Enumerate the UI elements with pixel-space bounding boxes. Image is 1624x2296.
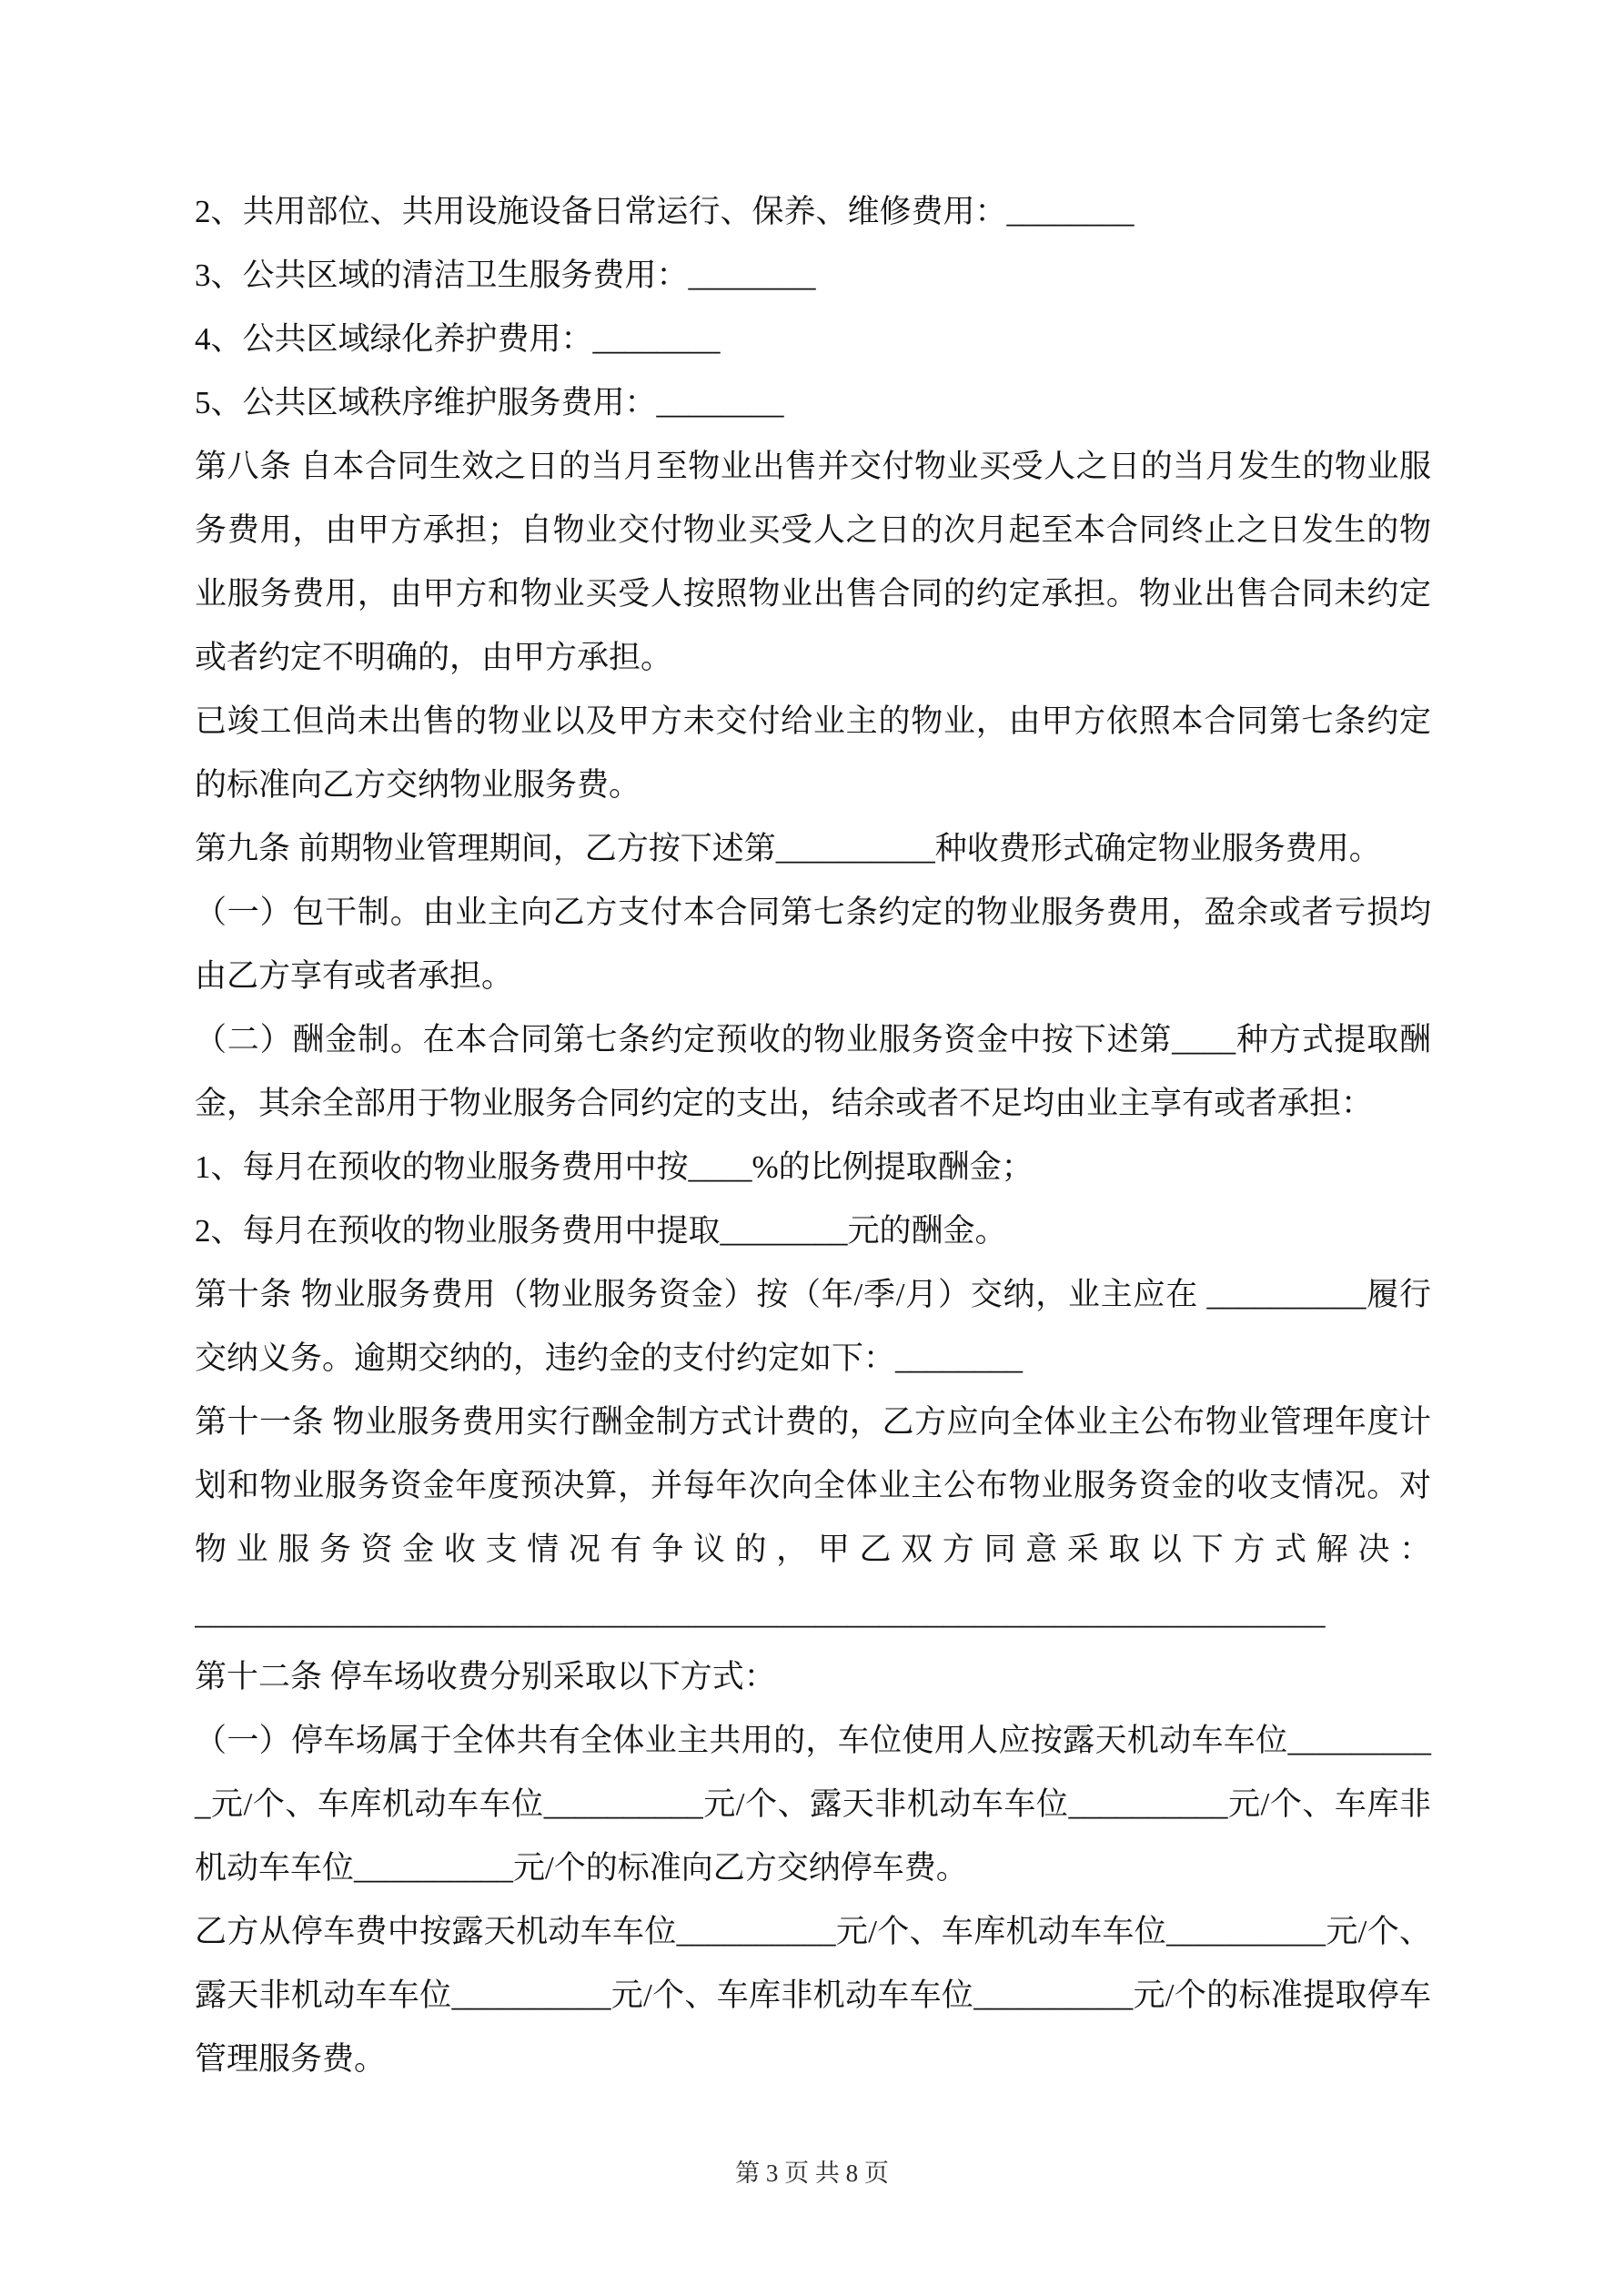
paragraph-9: （二）酬金制。在本合同第七条约定预收的物业服务资金中按下述第____种方式提取酬金，其余全部用于物业服务合同约定的支出，结余或者不足均由业主享有或者承担： (195, 1022, 1431, 1121)
paragraph-12: 第十条 物业服务费用（物业服务资金）按（年/季/月）交纳，业主应在 __________履行交纳义务。逾期交纳的，违约金的支付约定如下：________ (195, 1277, 1431, 1376)
page-footer (0, 2153, 1624, 2189)
blank-underline: _______________________________________________________________________ (195, 1595, 1326, 1631)
paragraph-3: 4、公共区域绿化养护费用：________ (195, 321, 721, 357)
paragraph-11: 2、每月在预收的物业服务费用中提取________元的酬金。 (195, 1213, 1007, 1249)
paragraph-15: 第十二条 停车场收费分别采取以下方式： (195, 1659, 776, 1694)
document-body (195, 180, 1431, 2091)
paragraph-1: 2、共用部位、共用设施设备日常运行、保养、维修费用：________ (195, 194, 1135, 229)
paragraph-5: 第八条 自本合同生效之日的当月至物业出售并交付物业买受人之日的当月发生的物业服务费用，由甲方承担；自物业交付物业买受人之日的次月起至本合同终止之日发生的物业服务费用，由甲方和物业买受人按照物业出售合同的约定承担。物业出售合同未约定或者约定不明确的，由甲方承担。 (195, 449, 1431, 675)
paragraph-13: 第十一条 物业服务费用实行酬金制方式计费的，乙方应向全体业主公布物业管理年度计划和物业服务资金年度预决算，并每年次向全体业主公布物业服务资金的收支情况。对物业服务资金收支情况有争议的，甲乙双方同意采取以下方式解决： (195, 1404, 1431, 1567)
paragraph-7: 第九条 前期物业管理期间，乙方按下述第__________种收费形式确定物业服务费用。 (195, 831, 1381, 866)
paragraph-2: 3、公共区域的清洁卫生服务费用：________ (195, 258, 816, 293)
paragraph-8: （一）包干制。由业主向乙方支付本合同第七条约定的物业服务费用，盈余或者亏损均由乙方享有或者承担。 (195, 895, 1431, 994)
paragraph-17: 乙方从停车费中按露天机动车车位__________元/个、车库机动车车位__________元/个、露天非机动车车位__________元/个、车库非机动车车位__________元/个的标准提取停车管理服务费。 (195, 1914, 1431, 2077)
paragraph-16: （一）停车场属于全体共有全体业主共用的，车位使用人应按露天机动车车位__________元/个、车库机动车车位__________元/个、露天非机动车车位__________元/个、车库非机动车车位__________元/个的标准向乙方交纳停车费。 (195, 1723, 1431, 1886)
paragraph-4: 5、公共区域秩序维护服务费用：________ (195, 385, 784, 420)
paragraph-6: 已竣工但尚未出售的物业以及甲方未交付给业主的物业，由甲方依照本合同第七条约定的标准向乙方交纳物业服务费。 (195, 703, 1431, 803)
page-number: 第 3 页 共 8 页 (735, 2159, 889, 2187)
paragraph-10: 1、每月在预收的物业服务费用中按____%的比例提取酬金； (195, 1149, 1034, 1185)
